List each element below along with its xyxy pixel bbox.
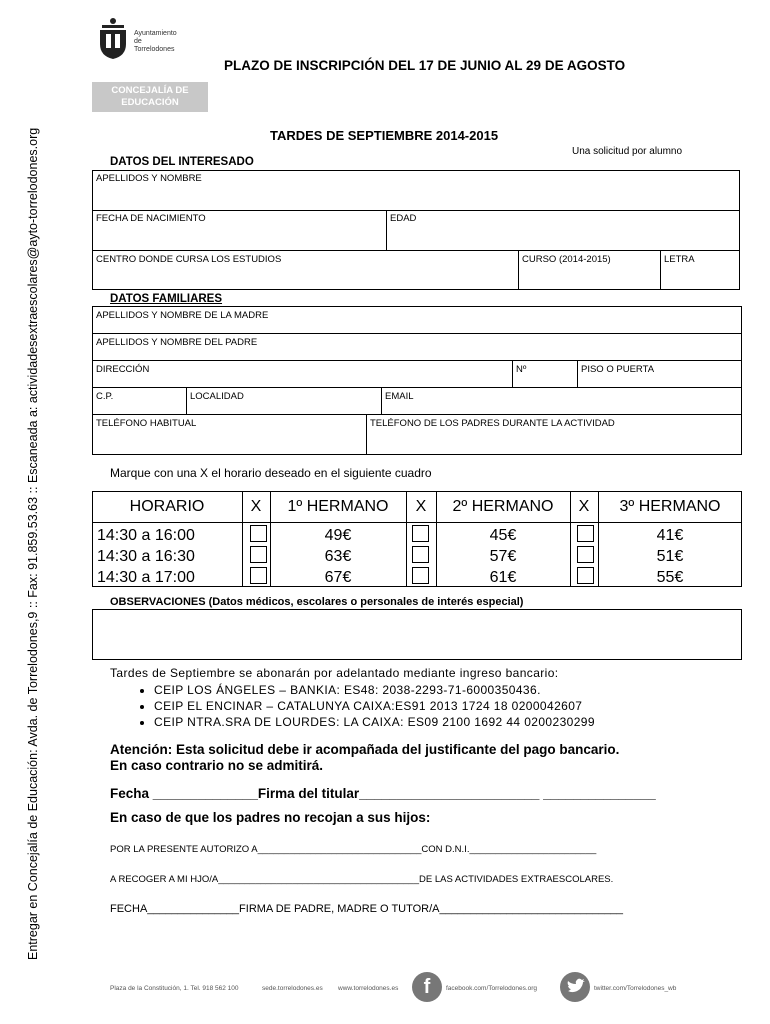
bank-list [118, 682, 595, 730]
apellidos-field[interactable]: APELLIDOS Y NOMBRE [96, 173, 202, 184]
observaciones-field[interactable] [92, 609, 742, 660]
row-3-time: 14:30 a 17:00 [97, 569, 195, 586]
header-x-1: X [250, 498, 262, 515]
row-3-h2-price: 61€ [489, 569, 517, 586]
telefono-padres-field[interactable]: TELÉFONO DE LOS PADRES DURANTE LA ACTIVIDAD [370, 418, 615, 429]
header-hermano-3: 3º HERMANO [619, 498, 721, 515]
row-1-h2-checkbox[interactable] [412, 525, 429, 542]
email-field[interactable]: EMAIL [385, 391, 414, 402]
logo-line-3: Torrelodones [134, 46, 175, 53]
row-1-h1-checkbox[interactable] [250, 525, 267, 542]
fecha-nacimiento-field[interactable]: FECHA DE NACIMIENTO [96, 213, 206, 224]
localidad-field[interactable]: LOCALIDAD [190, 391, 244, 402]
header-x-3: X [578, 498, 590, 515]
row-3-h3-checkbox[interactable] [577, 567, 594, 584]
row-3-h3-price: 55€ [656, 569, 684, 586]
curso-field[interactable]: CURSO (2014-2015) [522, 254, 611, 265]
row-2-h1-checkbox[interactable] [250, 546, 267, 563]
firma-padre-line[interactable]: FECHA_______________FIRMA DE PADRE, MADRE O TUTOR/A______________________________ [110, 903, 624, 915]
numero-field[interactable]: Nº [516, 364, 527, 375]
interesado-box [92, 170, 740, 290]
footer-address: Plaza de la Constitución, 1. Tel. 918 562 100 [110, 985, 239, 992]
edad-field[interactable]: EDAD [390, 213, 417, 224]
bank-item-3: • CEIP NTRA.SRA DE LOURDES: LA CAIXA: ES09 2100 1692 44 0200230299 [154, 714, 595, 730]
town-crest-icon [96, 16, 130, 60]
facebook-icon[interactable]: f [412, 972, 442, 1002]
row-1-h2-price: 45€ [489, 527, 517, 544]
atencion-line-1: Atención: Esta solicitud debe ir acompañada del justificante del pago bancario. [110, 742, 620, 757]
sidebar-delivery-text: Entregar en Concejalía de Educación: Avda. de Torrelodones,9 :: Fax: 91.859.53.63 :: Escaneada a: actividadesextraescolares@ayto-torrelodones.org [26, 127, 40, 960]
footer-sede-link[interactable]: sede.torrelodones.es [262, 985, 323, 992]
footer-facebook-link[interactable]: facebook.com/Torrelodones.org [446, 985, 538, 992]
row-1-time: 14:30 a 16:00 [97, 527, 195, 544]
telefono-field[interactable]: TELÉFONO HABITUAL [96, 418, 197, 429]
familiares-box [92, 306, 742, 455]
subtitle: TARDES DE SEPTIEMBRE 2014-2015 [270, 128, 499, 143]
observaciones-heading: OBSERVACIONES (Datos médicos, escolares o personales de interés especial) [110, 596, 524, 608]
row-1-h1-price: 49€ [324, 527, 352, 544]
header-title: PLAZO DE INSCRIPCIÓN DEL 17 DE JUNIO AL 29 DE AGOSTO [224, 58, 626, 73]
per-student-note: Una solicitud por alumno [572, 146, 683, 157]
header-x-2: X [415, 498, 427, 515]
row-3-h1-checkbox[interactable] [250, 567, 267, 584]
fecha-firma-line[interactable]: Fecha ______________Firma del titular________________________ _______________ [110, 786, 656, 801]
row-1-h3-checkbox[interactable] [577, 525, 594, 542]
piso-field[interactable]: PISO O PUERTA [581, 364, 655, 375]
caso-padres-heading: En caso de que los padres no recojan a sus hijos: [110, 810, 431, 825]
header-horario: HORARIO [129, 498, 205, 515]
row-2-h3-checkbox[interactable] [577, 546, 594, 563]
concejalia-line-2: EDUCACIÓN [121, 97, 179, 108]
interesado-heading: DATOS DEL INTERESADO [110, 156, 254, 168]
row-2-time: 14:30 a 16:30 [97, 548, 195, 565]
concejalia-badge [92, 82, 208, 112]
row-2-h1-price: 63€ [324, 548, 352, 565]
bank-item-2: • CEIP EL ENCINAR – CATALUNYA CAIXA:ES91 2013 1724 18 0200042607 [154, 698, 595, 714]
padre-field[interactable]: APELLIDOS Y NOMBRE DEL PADRE [96, 337, 258, 348]
concejalia-line-1: CONCEJALÍA DE [111, 85, 189, 96]
row-2-h2-checkbox[interactable] [412, 546, 429, 563]
row-1-h3-price: 41€ [656, 527, 684, 544]
header-hermano-1: 1º HERMANO [287, 498, 389, 515]
pago-intro: Tardes de Septiembre se abonarán por adelantado mediante ingreso bancario: [110, 666, 559, 680]
madre-field[interactable]: APELLIDOS Y NOMBRE DE LA MADRE [96, 310, 269, 321]
header-hermano-2: 2º HERMANO [452, 498, 554, 515]
row-2-h3-price: 51€ [656, 548, 684, 565]
row-3-h1-price: 67€ [324, 569, 352, 586]
row-2-h2-price: 57€ [489, 548, 517, 565]
atencion-line-2: En caso contrario no se admitirá. [110, 758, 324, 773]
logo-line-2: de [134, 38, 142, 45]
twitter-icon[interactable] [560, 972, 590, 1002]
letra-field[interactable]: LETRA [664, 254, 695, 265]
footer-web-link[interactable]: www.torrelodones.es [338, 985, 399, 992]
footer-twitter-link[interactable]: twitter.com/Torrelodones_wb [594, 985, 677, 992]
centro-field[interactable]: CENTRO DONDE CURSA LOS ESTUDIOS [96, 254, 282, 265]
logo [96, 16, 216, 60]
cp-field[interactable]: C.P. [96, 391, 114, 402]
row-3-h2-checkbox[interactable] [412, 567, 429, 584]
recoger-line[interactable]: A RECOGER A MI HJO/A______________________________________DE LAS ACTIVIDADES EXTRAESCOLARES. [110, 874, 614, 885]
logo-line-1: Ayuntamiento [134, 30, 177, 37]
horario-instruction: Marque con una X el horario deseado en el siguiente cuadro [110, 466, 432, 480]
familiares-heading: DATOS FAMILIARES [110, 293, 223, 305]
direccion-field[interactable]: DIRECCIÓN [96, 364, 150, 375]
autorizo-line[interactable]: POR LA PRESENTE AUTORIZO A_______________________________CON D.N.I.________________________ [110, 844, 597, 855]
bank-item-1: • CEIP LOS ÁNGELES – BANKIA: ES48: 2038-2293-71-6000350436. [154, 682, 595, 698]
